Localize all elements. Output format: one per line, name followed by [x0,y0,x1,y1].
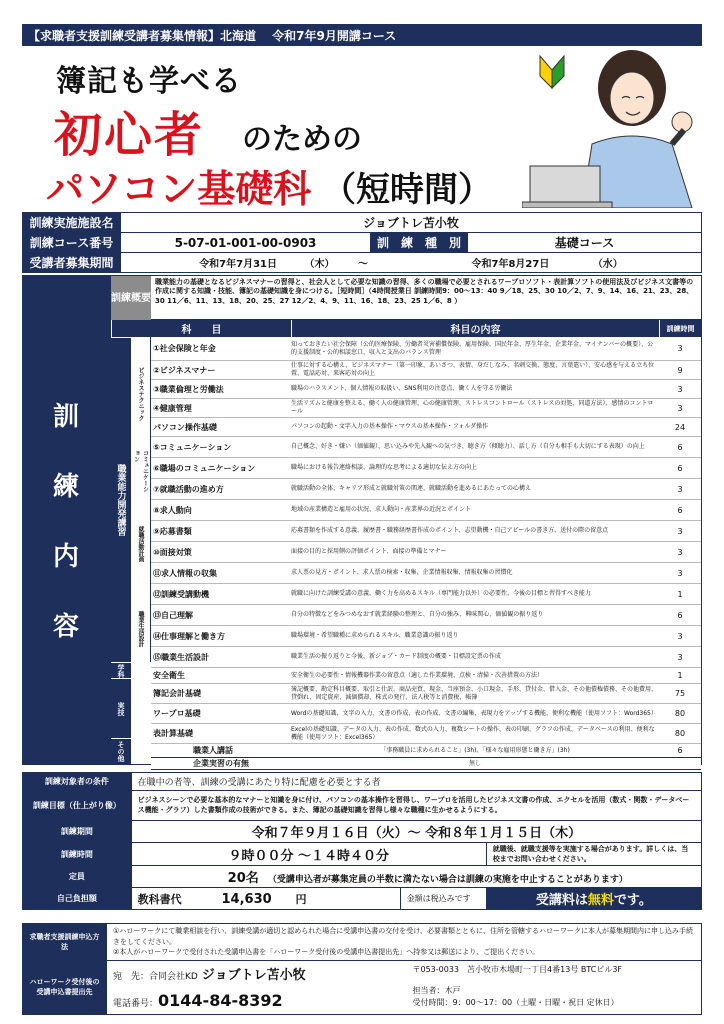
row-hours: 1 [677,671,683,680]
table-row [151,647,701,668]
header-subject: 科 目 [111,320,291,337]
cost-amount: 14,630 [221,891,272,907]
big-char-1: 訓 [53,402,80,432]
cost-item: 教科書代 [137,892,182,906]
row-hours: 3 [677,403,683,413]
hours-label: 訓練時間 [23,843,132,866]
row-hours: 3 [677,484,683,494]
row-subject: 企業実習の有無 [193,759,249,768]
subcategory-business: ビジネステクニック [131,337,151,450]
row-hours: 6 [677,610,683,620]
address: 〒053-0033 苫小牧市木場町一丁目4番13号 BTCビル3F [412,964,623,974]
free-word: 無料 [587,893,614,908]
row-subject: 表計算基礎 [153,729,193,738]
period-start: 令和7年7月31日 [199,259,278,270]
row-hours: 80 [674,729,686,738]
row-subject: ①社会保険と年金 [153,344,216,353]
row-subject: ⑨応募書類 [153,526,192,536]
hours-text: ９時００分 ～１４時４０分 [131,843,486,866]
table-row [151,500,701,521]
row-subject: ⑫訓練受講動機 [153,589,209,599]
subcategory-communication: コミュニケーション [131,450,151,492]
method-step-1: ①ハローワークにて職業相談を行い、訓練受講が適切と認められた場合に受講申込書の交付を受け、必要書類とともに、住所を管轄するハローワークに本人が募集期間内に申し込み手続きをしてください。 [113,927,693,946]
submit-label: ハローワーク受付後の受講申込書提出先 [23,960,107,1014]
row-subject: ⑤コミュニケーション [153,442,232,452]
row-subject: ワープロ基礎 [153,709,201,718]
row-content: 求人票の見方・ポイント、求人票の検索・収集、企業情報収集、情報収集の習慣化 [291,569,513,577]
tel-prefix: 電話番号： [113,999,159,1009]
row-content: 職場における報告連絡相談、論理的な思考による適切な伝え方の向上 [291,464,478,472]
row-subject: ⑦就職活動の進め方 [153,484,224,494]
row-content: 面接の目的と採用側の評価ポイント、面接の準備とマナー [291,548,447,556]
row-content: 就職に向けた訓練受講の意義、働く力を高めるスキル（専門能力以外）の必要性、今後の目標と習得すべき能力 [291,590,591,598]
row-hours: 3 [677,568,683,578]
category-other: その他 [111,738,131,764]
training-content-label [23,276,111,764]
footer-table [22,923,702,1015]
row-hours: 75 [674,689,686,698]
free-suffix: です。 [613,893,652,908]
category-practical: 実技 [111,678,131,738]
row-content: Wordの基礎知識、文字の入力、文書の作成、表の作成、文書の編集、表現力をアップする機能、便利な機能（使用ソフト：Word365） [291,709,657,717]
info-table [22,212,702,273]
row-content: 「事務職員に求められること」(3h)、「様々な雇用形態と働き方」(3h) [380,746,570,754]
row-subject: 簿記会計基礎 [153,689,201,698]
woman-laptop-illustration-icon [522,48,702,208]
tel-number[interactable]: 0144-84-8392 [158,991,283,1010]
table-row [151,437,701,458]
category-subject: 学科 [111,662,131,678]
row-subject: ⑩面接対策 [153,547,192,557]
hero-line2-red: 初心者 [54,107,205,163]
row-hours: 6 [677,463,683,473]
term-text: 令和７年９月１６日（火）～ 令和８年１月１５日（木） [131,821,701,843]
period-start-dow: （木） [304,259,335,270]
capacity-label: 定員 [23,866,132,888]
row-subject: ②ビジネスマナー [153,365,216,375]
details-table [22,772,702,910]
term-label: 訓練期間 [23,821,132,843]
target-label: 訓練対象者の条件 [23,773,132,791]
row-content: 職業生活の振り返りと今後、新ジョブ・カード制度の概要・目標設定票の作成 [291,653,501,661]
row-content: 職場のハラスメント、個人情報の取扱い、SNS利用の注意点、働く人を守る労働法 [291,385,513,393]
row-subject: ⑧求人動向 [153,505,192,515]
big-char-2: 練 [53,472,80,502]
row-subject: ⑭仕事理解と働き方 [153,631,225,641]
period-end: 令和7年8月27日 [471,259,550,270]
top-banner-text: 【求職者支援訓練受講者募集情報】北海道 令和7年9月開講コース [28,28,397,43]
row-hours: 3 [677,344,683,353]
row-hours: 3 [677,652,683,662]
row-hours: 3 [677,631,683,641]
course-no: 5-07-01-001-00-0903 [121,233,371,253]
table-row [151,479,701,500]
hero-line3-red: パソコン基礎科 [46,167,312,211]
row-subject: 安全衛生 [153,671,185,680]
target-text: 在職中の者等、訓練の受講にあたり特に配慮を必要とする者 [131,773,701,791]
row-hours: 9 [677,365,683,375]
hero-line2-black: のための [242,122,362,157]
row-content: 応募書類を作成する意義、履歴書・職務経歴書作成のポイント、志望動機・自己アピールの書き方、送付の際の留意点 [291,527,609,535]
row-subject: ⑮職業生活設計 [153,652,209,662]
row-content: 地域の産業構造と雇用の状況、求人動向・産業界の近況とポイント [291,506,472,514]
capacity-note: （受講申込者が募集定員の半数に満たない場合は訓練の実施を中止することがあります） [267,875,628,885]
table-row [151,458,701,479]
table-row [151,399,701,418]
cost-label: 自己負担額 [23,888,132,910]
period-label: 受講者募集期間 [23,253,121,273]
row-content: パソコンの起動・文字入力の基本操作・マウスの基本操作・フォルダ操作 [291,423,489,431]
top-banner [22,24,702,46]
subcategory-job-hunting: 就職活動計画 [131,492,151,596]
row-content: 自分の特徴などをみつめなおす就業経験の整理と、自分の強み、興味関心、価値観の振り返り [291,611,544,619]
table-row [151,584,701,605]
row-content: Excelの基礎知識、データの入力、表の作成、数式の入力、複数シートの操作、表の印刷、グラフの作成、データベースの利用、便利な機能（使用ソフト：Excel365） [291,725,655,741]
summary-text: 職業能力の基礎となるビジネスマナーの習得と、社会人として必要な知識の習得、多くの職場で必要とされるワープロソフト・表計算ソフトの使用法及びビジネス文書等の作成に関する知識・技能、簿記の基礎知識を身につける。［短時間］（4時間授業日 訓練時間9：00～13：40 9／18、25、30 10／2、7、9、14、16、21、23、28、30 11／6、11、13、18、20、25、27 12／2、4、9、11、16、18、23、25 1／6、8 ） [151,276,701,320]
table-row [151,605,701,626]
row-subject: パソコン操作基礎 [153,422,217,432]
row-hours: 3 [677,384,683,394]
contact-person: 担当者：木戸 [412,985,461,995]
row-content: 仕事に対する心構え、ビジネスマナー（第一印象、あいさつ、表情、身だしなみ、名刺交換、態度、言葉遣い）、安心感を与える立ち位置、電話応対、来客応対の向上 [291,362,655,377]
period-end-dow: （水） [592,259,623,270]
row-content: 安全衛生の必要性・情報機器作業の留意点（適した作業環境、点検・清掃・次善措置の方法） [291,671,544,679]
cost-tax-note: 金額は税込みです [400,888,486,910]
row-subject: ⑪求人情報の収集 [153,568,217,578]
method-label: 求職者支援訓練申込方法 [23,924,107,961]
cost-unit: 円 [295,892,307,906]
goal-text: ビジネスシーンで必要な基本的なマナーと知識を身に付け、パソコンの基本操作を習得し、ワープロを活用したビジネス文書の作成、エクセルを活用（数式・関数・データベース機能・グラフ）した書類作成の技術ができる。また、簿記の基礎知識を習得し様々な職種に生かせるようにする。 [131,791,701,821]
table-row [151,626,701,647]
row-subject: ⑬自己理解 [153,610,193,620]
header-hours: 訓練時間 [659,320,701,337]
subcategory-career: 職業生活設計 [131,596,151,662]
row-hours: 3 [677,547,683,557]
row-subject: 職業人講話 [193,746,233,755]
row-subject: ⑥職場のコミュニケーション [153,463,256,473]
row-content: 職場環境・希望職種に求められるスキル、職業意識の振り返り [291,632,459,640]
free-prefix: 受講料は [535,893,588,908]
course-no-label: 訓練コース番号 [23,233,121,253]
table-row [151,684,701,704]
big-char-4: 容 [53,612,80,642]
curriculum-section [22,275,702,768]
course-type-label: 訓 練 種 別 [371,233,468,253]
facility-name: ジョブトレ苫小牧 [121,213,702,233]
big-char-3: 内 [53,542,80,572]
row-hours: 6 [677,505,683,515]
table-row [151,724,701,744]
row-hours: 80 [674,709,686,718]
table-row [151,521,701,542]
table-row [151,668,701,684]
method-step-2: ②本人がハローワークで受付された受講申込書を「ハローワーク受付後の受講申込書提出先」へ持参又は郵送により、ご提出ください。 [113,948,540,956]
row-subject: ④健康管理 [153,403,192,413]
row-hours: 6 [677,442,683,452]
table-row [151,758,701,770]
course-type: 基礎コース [468,233,702,253]
row-content: 無し [468,759,481,767]
hero-line3-black: （短時間） [322,170,492,210]
row-hours: 24 [674,422,686,432]
hero [22,48,702,210]
row-subject: ③職業倫理と労働法 [153,384,224,394]
capacity-number: 20名 [227,871,259,886]
summary-label: 訓練概要 [111,276,151,320]
header-content: 科目の内容 [291,320,659,337]
row-hours: 1 [677,589,683,599]
category-vocational: 職業能力開発講習 [111,337,131,662]
table-row [151,744,701,758]
hero-line1: 簿記も学べる [56,64,242,99]
table-row [151,380,701,399]
row-content: 就職活動の全体、キャリア形成と就職対策の関連、就職活動を進めるにあたっての心構え [291,485,532,493]
row-content: 簿記概要、勘定科目概要、取引と仕訳、商品売買、現金、当座預金、小口現金、手形、貸付金、借入金、その他債権債務、その他費用、貸倒れ、固定資産、減価償却、株式の発行、法人税等と消費税、帳簿 [291,685,658,701]
goal-label: 訓練目標（仕上がり像） [23,791,132,821]
hours-note: 就職後、就職支援等を実施する場合があります。詳しくは、当校までお問い合わせください。 [486,843,701,866]
facility-label: 訓練実施施設名 [23,213,121,233]
table-row [151,361,701,380]
row-content: 自己概念、好き・嫌い（価値観）、思い込みや先入観への気づき、聴き方（傾聴力）、話し方（自分も相手も大切にする表現）の向上 [291,443,645,451]
table-row [151,563,701,584]
addressee: ジョブトレ苫小牧 [201,968,306,983]
row-content: 生活リズムと健康を整える、働く人の健康管理、心の健康管理、ストレスコントロール（ストレスの対処、同道方法）、感情のコントロール [291,400,654,415]
row-content: 知っておきたい社会保障（公的医療保険、労働者災害補償保険、雇用保険、国民年金、厚生年金、企業年金、マイナンバーの概要）、公的支援制度・公的相談窓口、収入と支出のバランス管理 [291,340,654,356]
row-hours: 3 [677,526,683,536]
table-row [151,418,701,437]
period-tilde: ～ [358,259,368,270]
office-hours: 受付時間：9：00～17：00（土曜・日曜・祝日 定休日） [412,998,619,1008]
addressee-prefix: 宛 先：合同会社KD [113,972,198,982]
table-row [151,704,701,724]
row-hours: 6 [677,746,683,755]
table-row [151,542,701,563]
table-row [151,337,701,361]
